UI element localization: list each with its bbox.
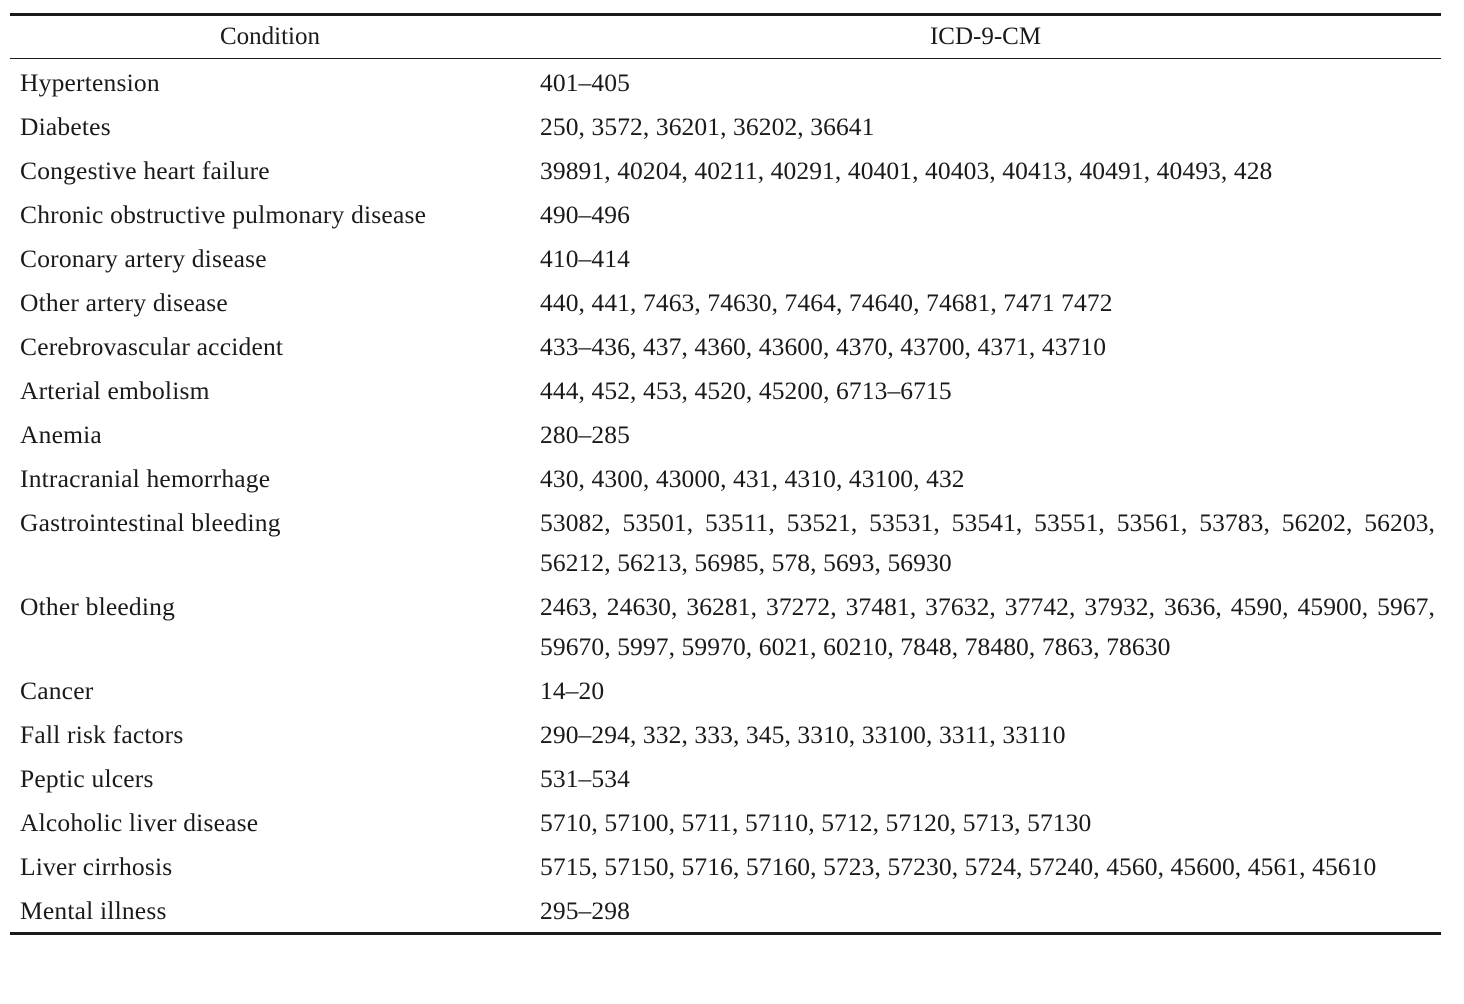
condition-cell: Diabetes <box>20 112 111 141</box>
icd-codes-cell: 440, 441, 7463, 74630, 7464, 74640, 74681, 7471 7472 <box>540 288 1113 317</box>
icd-codes-cell: 39891, 40204, 40211, 40291, 40401, 40403, 40413, 40491, 40493, 428 <box>540 156 1273 185</box>
icd-table <box>10 13 1441 935</box>
condition-cell: Other artery disease <box>20 288 228 317</box>
icd-codes-cell: 280–285 <box>540 420 630 449</box>
condition-cell: Liver cirrhosis <box>20 852 173 881</box>
icd-codes-cell: 2463, 24630, 36281, 37272, 37481, 37632, 37742, 37932, 3636, 4590, 45900, 5967, 59670, 5997, 59970, 6021, 60210, 7848, 78480, 7863, 78630 <box>540 592 1435 661</box>
icd-codes-cell: 444, 452, 453, 4520, 45200, 6713–6715 <box>540 376 952 405</box>
table-body <box>10 59 1441 932</box>
table-row <box>10 325 1441 369</box>
icd-codes-cell: 490–496 <box>540 200 630 229</box>
condition-cell: Peptic ulcers <box>20 764 154 793</box>
icd-codes-cell: 14–20 <box>540 676 605 705</box>
condition-cell: Congestive heart failure <box>20 156 270 185</box>
table-row <box>10 369 1441 413</box>
table-row <box>10 105 1441 149</box>
icd-codes-cell: 290–294, 332, 333, 345, 3310, 33100, 3311, 33110 <box>540 720 1066 749</box>
icd-codes-cell: 250, 3572, 36201, 36202, 36641 <box>540 112 875 141</box>
table-row <box>10 845 1441 889</box>
table-row <box>10 237 1441 281</box>
condition-cell: Coronary artery disease <box>20 244 267 273</box>
condition-cell: Arterial embolism <box>20 376 210 405</box>
icd-codes-cell: 401–405 <box>540 68 630 97</box>
condition-cell: Anemia <box>20 420 102 449</box>
condition-cell: Gastrointestinal bleeding <box>20 508 281 537</box>
condition-cell: Cerebrovascular accident <box>20 332 284 361</box>
table-row <box>10 149 1441 193</box>
icd-codes-cell: 5710, 57100, 5711, 57110, 5712, 57120, 5713, 57130 <box>540 808 1092 837</box>
icd-codes-cell: 430, 4300, 43000, 431, 4310, 43100, 432 <box>540 464 965 493</box>
condition-cell: Intracranial hemorrhage <box>20 464 271 493</box>
table-row <box>10 193 1441 237</box>
condition-cell: Mental illness <box>20 896 167 925</box>
icd-codes-cell: 433–436, 437, 4360, 43600, 4370, 43700, 4371, 43710 <box>540 332 1107 361</box>
table-row <box>10 59 1441 105</box>
table-bottom-rule <box>10 932 1441 935</box>
icd-codes-cell: 531–534 <box>540 764 630 793</box>
condition-cell: Fall risk factors <box>20 720 184 749</box>
header-icd: ICD-9-CM <box>929 23 1042 50</box>
table-row <box>10 801 1441 845</box>
condition-cell: Chronic obstructive pulmonary disease <box>20 200 427 229</box>
condition-cell: Other bleeding <box>20 592 176 621</box>
table-header <box>10 16 1441 59</box>
table-row <box>10 713 1441 757</box>
table-row <box>10 413 1441 457</box>
icd-codes-cell: 53082, 53501, 53511, 53521, 53531, 53541, 53551, 53561, 53783, 56202, 56203, 56212, 56213, 56985, 578, 5693, 56930 <box>540 508 1435 577</box>
icd-codes-cell: 295–298 <box>540 896 630 925</box>
condition-code-table <box>10 16 1441 932</box>
condition-cell: Hypertension <box>20 68 160 97</box>
table-row <box>10 757 1441 801</box>
icd-codes-cell: 410–414 <box>540 244 630 273</box>
table-row <box>10 585 1441 669</box>
table-row <box>10 501 1441 585</box>
condition-cell: Cancer <box>20 676 94 705</box>
table-row <box>10 669 1441 713</box>
table-row <box>10 889 1441 932</box>
icd-codes-cell: 5715, 57150, 5716, 57160, 5723, 57230, 5724, 57240, 4560, 45600, 4561, 45610 <box>540 852 1377 881</box>
table-row <box>10 457 1441 501</box>
header-condition: Condition <box>219 23 320 50</box>
table-row <box>10 281 1441 325</box>
condition-cell: Alcoholic liver disease <box>20 808 259 837</box>
